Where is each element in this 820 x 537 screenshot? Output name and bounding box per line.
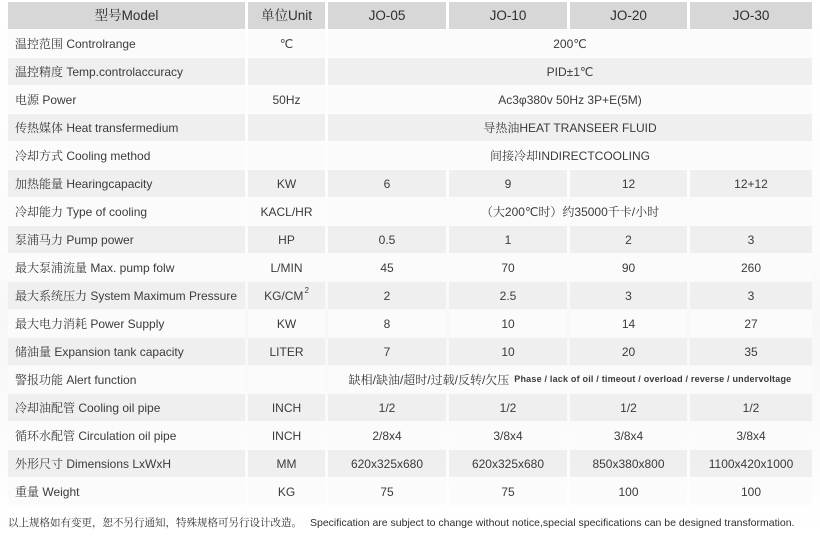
- row-label: 最大泵浦流量 Max. pump folw: [8, 254, 245, 281]
- row-span-value: [328, 58, 812, 85]
- cell-value: 70: [449, 254, 567, 281]
- cell-value: 75: [449, 478, 567, 505]
- row-unit: INCH: [248, 394, 325, 421]
- row-unit: [248, 282, 325, 309]
- cell-value: 20: [570, 338, 687, 365]
- row-label: 冷却能力 Type of cooling: [8, 198, 245, 225]
- row-label: 电源 Power: [8, 86, 245, 113]
- row-unit: LITER: [248, 338, 325, 365]
- span-value-text: 间接冷却INDIRECTCOOLING: [489, 148, 650, 163]
- span-value-text: （大200℃时）约35000千卡/小时: [480, 204, 660, 219]
- row-span-value: [328, 30, 812, 57]
- span-value-text: Ac3φ380v 50Hz 3P+E(5M): [498, 92, 642, 107]
- cell-value: 8: [328, 310, 446, 337]
- row-label: 冷却油配管 Cooling oil pipe: [8, 394, 245, 421]
- row-unit: KACL/HR: [248, 198, 325, 225]
- cell-value: 2/8x4: [328, 422, 446, 449]
- row-label: 温控范围 Controlrange: [8, 30, 245, 57]
- cell-value: 1: [449, 226, 567, 253]
- cell-value: 3: [690, 226, 812, 253]
- unit-text: KG/CM: [264, 288, 304, 303]
- cell-value: 75: [328, 478, 446, 505]
- row-span-value: [328, 86, 812, 113]
- cell-value: 3/8x4: [449, 422, 567, 449]
- unit-superscript: 2: [304, 285, 309, 295]
- row-unit: HP: [248, 226, 325, 253]
- row-label: 外形尺寸 Dimensions LxWxH: [8, 450, 245, 477]
- span-value-text: 200℃: [553, 36, 587, 51]
- cell-value: 3/8x4: [570, 422, 687, 449]
- cell-value: 10: [449, 310, 567, 337]
- row-unit: [248, 58, 325, 85]
- row-label: 泵浦马力 Pump power: [8, 226, 245, 253]
- row-unit: MM: [248, 450, 325, 477]
- cell-value: 2: [328, 282, 446, 309]
- row-label: 冷却方式 Cooling method: [8, 142, 245, 169]
- row-unit: KW: [248, 170, 325, 197]
- cell-value: 14: [570, 310, 687, 337]
- row-unit: KW: [248, 310, 325, 337]
- row-label: 传热媒体 Heat transfermedium: [8, 114, 245, 141]
- cell-value: 2.5: [449, 282, 567, 309]
- col-header-unit: 单位Unit: [248, 2, 325, 29]
- span-value-text: 导热油HEAT TRANSEER FLUID: [483, 120, 657, 135]
- cell-value: 12+12: [690, 170, 812, 197]
- row-label: 温控精度 Temp.controlaccuracy: [8, 58, 245, 85]
- cell-value: 1/2: [449, 394, 567, 421]
- cell-value: 35: [690, 338, 812, 365]
- col-header-jo-05: JO-05: [328, 2, 446, 29]
- cell-value: 9: [449, 170, 567, 197]
- col-header-model: 型号Model: [8, 2, 245, 29]
- footer-disclaimer: [8, 515, 816, 530]
- row-span-value: [328, 366, 812, 393]
- cell-value: 10: [449, 338, 567, 365]
- footer-note-cn: 以上规格如有变更，恕不另行通知，特殊规格可另行设计改造。: [8, 517, 302, 529]
- span-value-text-en: Phase / lack of oil / timeout / overload / reverse / undervoltage: [514, 374, 792, 384]
- col-header-jo-20: JO-20: [570, 2, 687, 29]
- row-unit: [248, 366, 325, 393]
- cell-value: 3: [690, 282, 812, 309]
- cell-value: 3/8x4: [690, 422, 812, 449]
- cell-value: 6: [328, 170, 446, 197]
- cell-value: 850x380x800: [570, 450, 687, 477]
- col-header-jo-10: JO-10: [449, 2, 567, 29]
- cell-value: 7: [328, 338, 446, 365]
- col-header-jo-30: JO-30: [690, 2, 812, 29]
- row-unit: [248, 114, 325, 141]
- cell-value: 3: [570, 282, 687, 309]
- row-label: 加热能量 Hearingcapacity: [8, 170, 245, 197]
- row-unit: L/MIN: [248, 254, 325, 281]
- row-unit: KG: [248, 478, 325, 505]
- spec-table: [8, 2, 812, 505]
- row-unit: INCH: [248, 422, 325, 449]
- cell-value: 1/2: [690, 394, 812, 421]
- row-unit: 50Hz: [248, 86, 325, 113]
- span-value-text: PID±1℃: [546, 64, 594, 79]
- cell-value: 27: [690, 310, 812, 337]
- cell-value: 90: [570, 254, 687, 281]
- row-label: 最大系统压力 System Maximum Pressure: [8, 282, 245, 309]
- row-label: 警报功能 Alert function: [8, 366, 245, 393]
- row-label: 储油量 Expansion tank capacity: [8, 338, 245, 365]
- cell-value: 260: [690, 254, 812, 281]
- row-label: 重量 Weight: [8, 478, 245, 505]
- row-span-value: [328, 114, 812, 141]
- row-span-value: [328, 198, 812, 225]
- row-unit: [248, 142, 325, 169]
- cell-value: 100: [690, 478, 812, 505]
- cell-value: 12: [570, 170, 687, 197]
- cell-value: 1/2: [570, 394, 687, 421]
- row-span-value: [328, 142, 812, 169]
- cell-value: 620x325x680: [328, 450, 446, 477]
- cell-value: 100: [570, 478, 687, 505]
- row-label: 最大电力消耗 Power Supply: [8, 310, 245, 337]
- cell-value: 1100x420x1000: [690, 450, 812, 477]
- cell-value: 1/2: [328, 394, 446, 421]
- cell-value: 620x325x680: [449, 450, 567, 477]
- span-value-text: 缺相/缺油/超时/过载/反转/欠压: [348, 372, 510, 387]
- cell-value: 0.5: [328, 226, 446, 253]
- row-label: 循环水配管 Circulation oil pipe: [8, 422, 245, 449]
- row-unit: ℃: [248, 30, 325, 57]
- footer-note-en: Specification are subject to change without notice,special specifications can be designed transformation.: [310, 517, 795, 529]
- cell-value: 45: [328, 254, 446, 281]
- cell-value: 2: [570, 226, 687, 253]
